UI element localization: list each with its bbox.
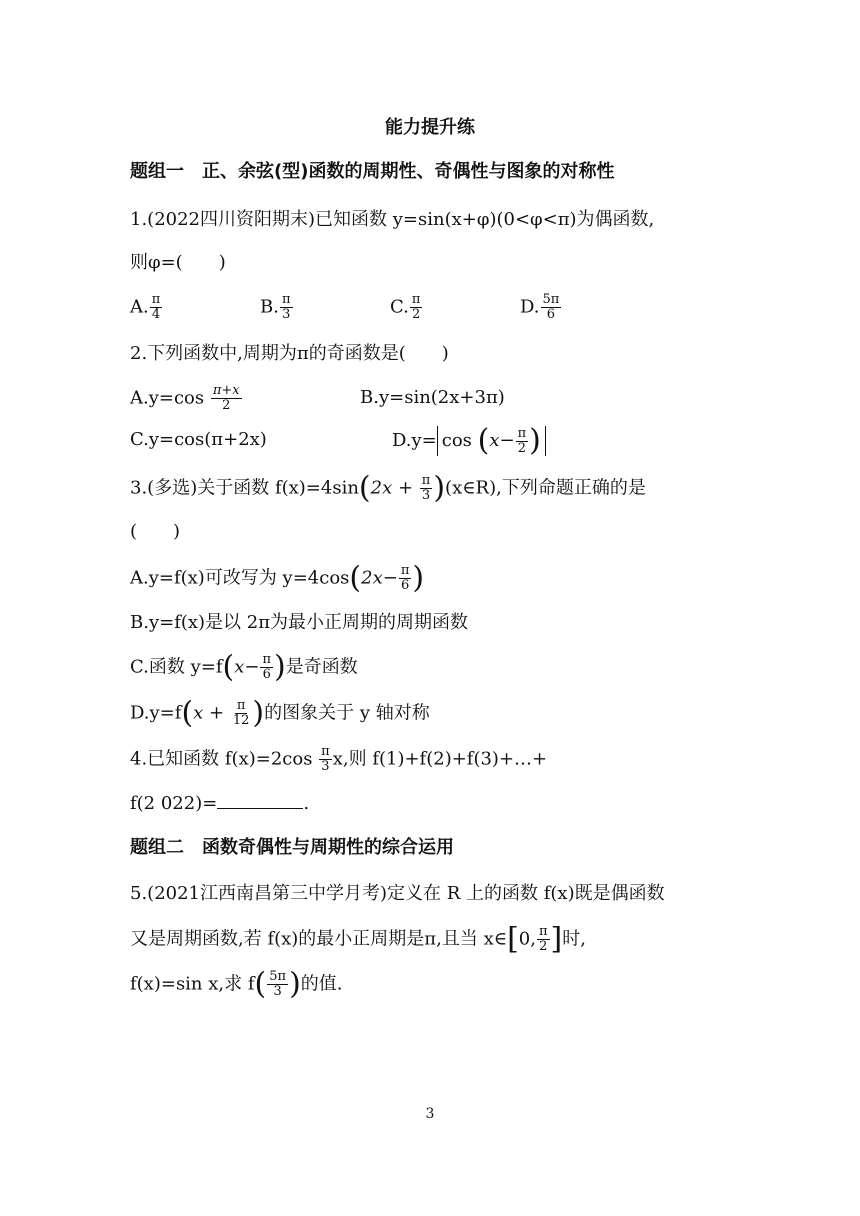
section-title: 能力提升练	[385, 117, 475, 138]
q2-option-c: C.y=cos(π+2x)	[130, 429, 267, 450]
q3-option-b: B.y=f(x)是以 2π为最小正周期的周期函数	[130, 612, 469, 633]
q5-stem-line3: f(x)=sin x,求 f( $\frac{5\pi}{3}$ )的值.	[130, 966, 343, 1002]
q4-answer-blank[interactable]	[217, 788, 303, 809]
q1-option-c: C. $\frac{\pi}{2}$	[390, 292, 421, 322]
q2-option-a: A.y=cos $\frac{\pi+x}{2}$	[130, 383, 240, 413]
q1-stem: 1.(2022四川资阳期末)已知函数 y=sin(x+φ)(0<φ<π)为偶函数,	[130, 209, 655, 230]
q3-option-d: D.y=f(x + $\frac{\pi}{12}$ )的图象关于 y 轴对称	[130, 695, 430, 731]
page-number: 3	[425, 1106, 435, 1122]
q5-stem-line1: 5.(2021江西南昌第三中学月考)定义在 R 上的函数 f(x)既是偶函数	[130, 883, 665, 904]
q1-option-b: B. $\frac{\pi}{3}$	[260, 292, 291, 322]
q3-answer-prompt: ( )	[130, 521, 181, 542]
q1-answer-prompt: 则φ=( )	[130, 252, 226, 273]
group1-title: 题组一 正、余弦(型)函数的周期性、奇偶性与图象的对称性	[130, 161, 615, 182]
q1-option-d: D. $\frac{5\pi}{6}$	[520, 292, 560, 322]
q4-answer-line: f(2 022)= .	[130, 788, 309, 818]
q3-option-c: C.函数 y=f(x− $\frac{\pi}{6}$ )是奇函数	[130, 649, 358, 685]
q2-stem: 2.下列函数中,周期为π的奇函数是( )	[130, 343, 449, 364]
q2-option-d: D.y= cos (x− $\frac{\pi}{2}$ )	[392, 426, 546, 456]
q4-stem: 4.已知函数 f(x)=2cos $\frac{\pi}{3}$ x,则 f(1)+f(2)+f(3)+…+	[130, 744, 548, 774]
group2-title: 题组二 函数奇偶性与周期性的综合运用	[130, 837, 454, 858]
q1-option-a: A. $\frac{\pi}{4}$	[130, 292, 161, 322]
q2-option-b: B.y=sin(2x+3π)	[360, 387, 505, 408]
q3-stem: 3.(多选)关于函数 f(x)=4sin(2x + $\frac{\pi}{3}$ )(x∈R),下列命题正确的是	[130, 470, 646, 506]
q1-options	[130, 293, 730, 333]
q3-option-a: A.y=f(x)可改写为 y=4cos(2x− $\frac{\pi}{6}$ )	[130, 560, 425, 596]
q2-options-ab	[130, 384, 730, 420]
q2-options-cd	[130, 423, 730, 466]
q5-stem-line2: 又是周期函数,若 f(x)的最小正周期是π,且当 x∈[0, $\frac{\pi}{2}$ ]时,	[130, 921, 586, 957]
